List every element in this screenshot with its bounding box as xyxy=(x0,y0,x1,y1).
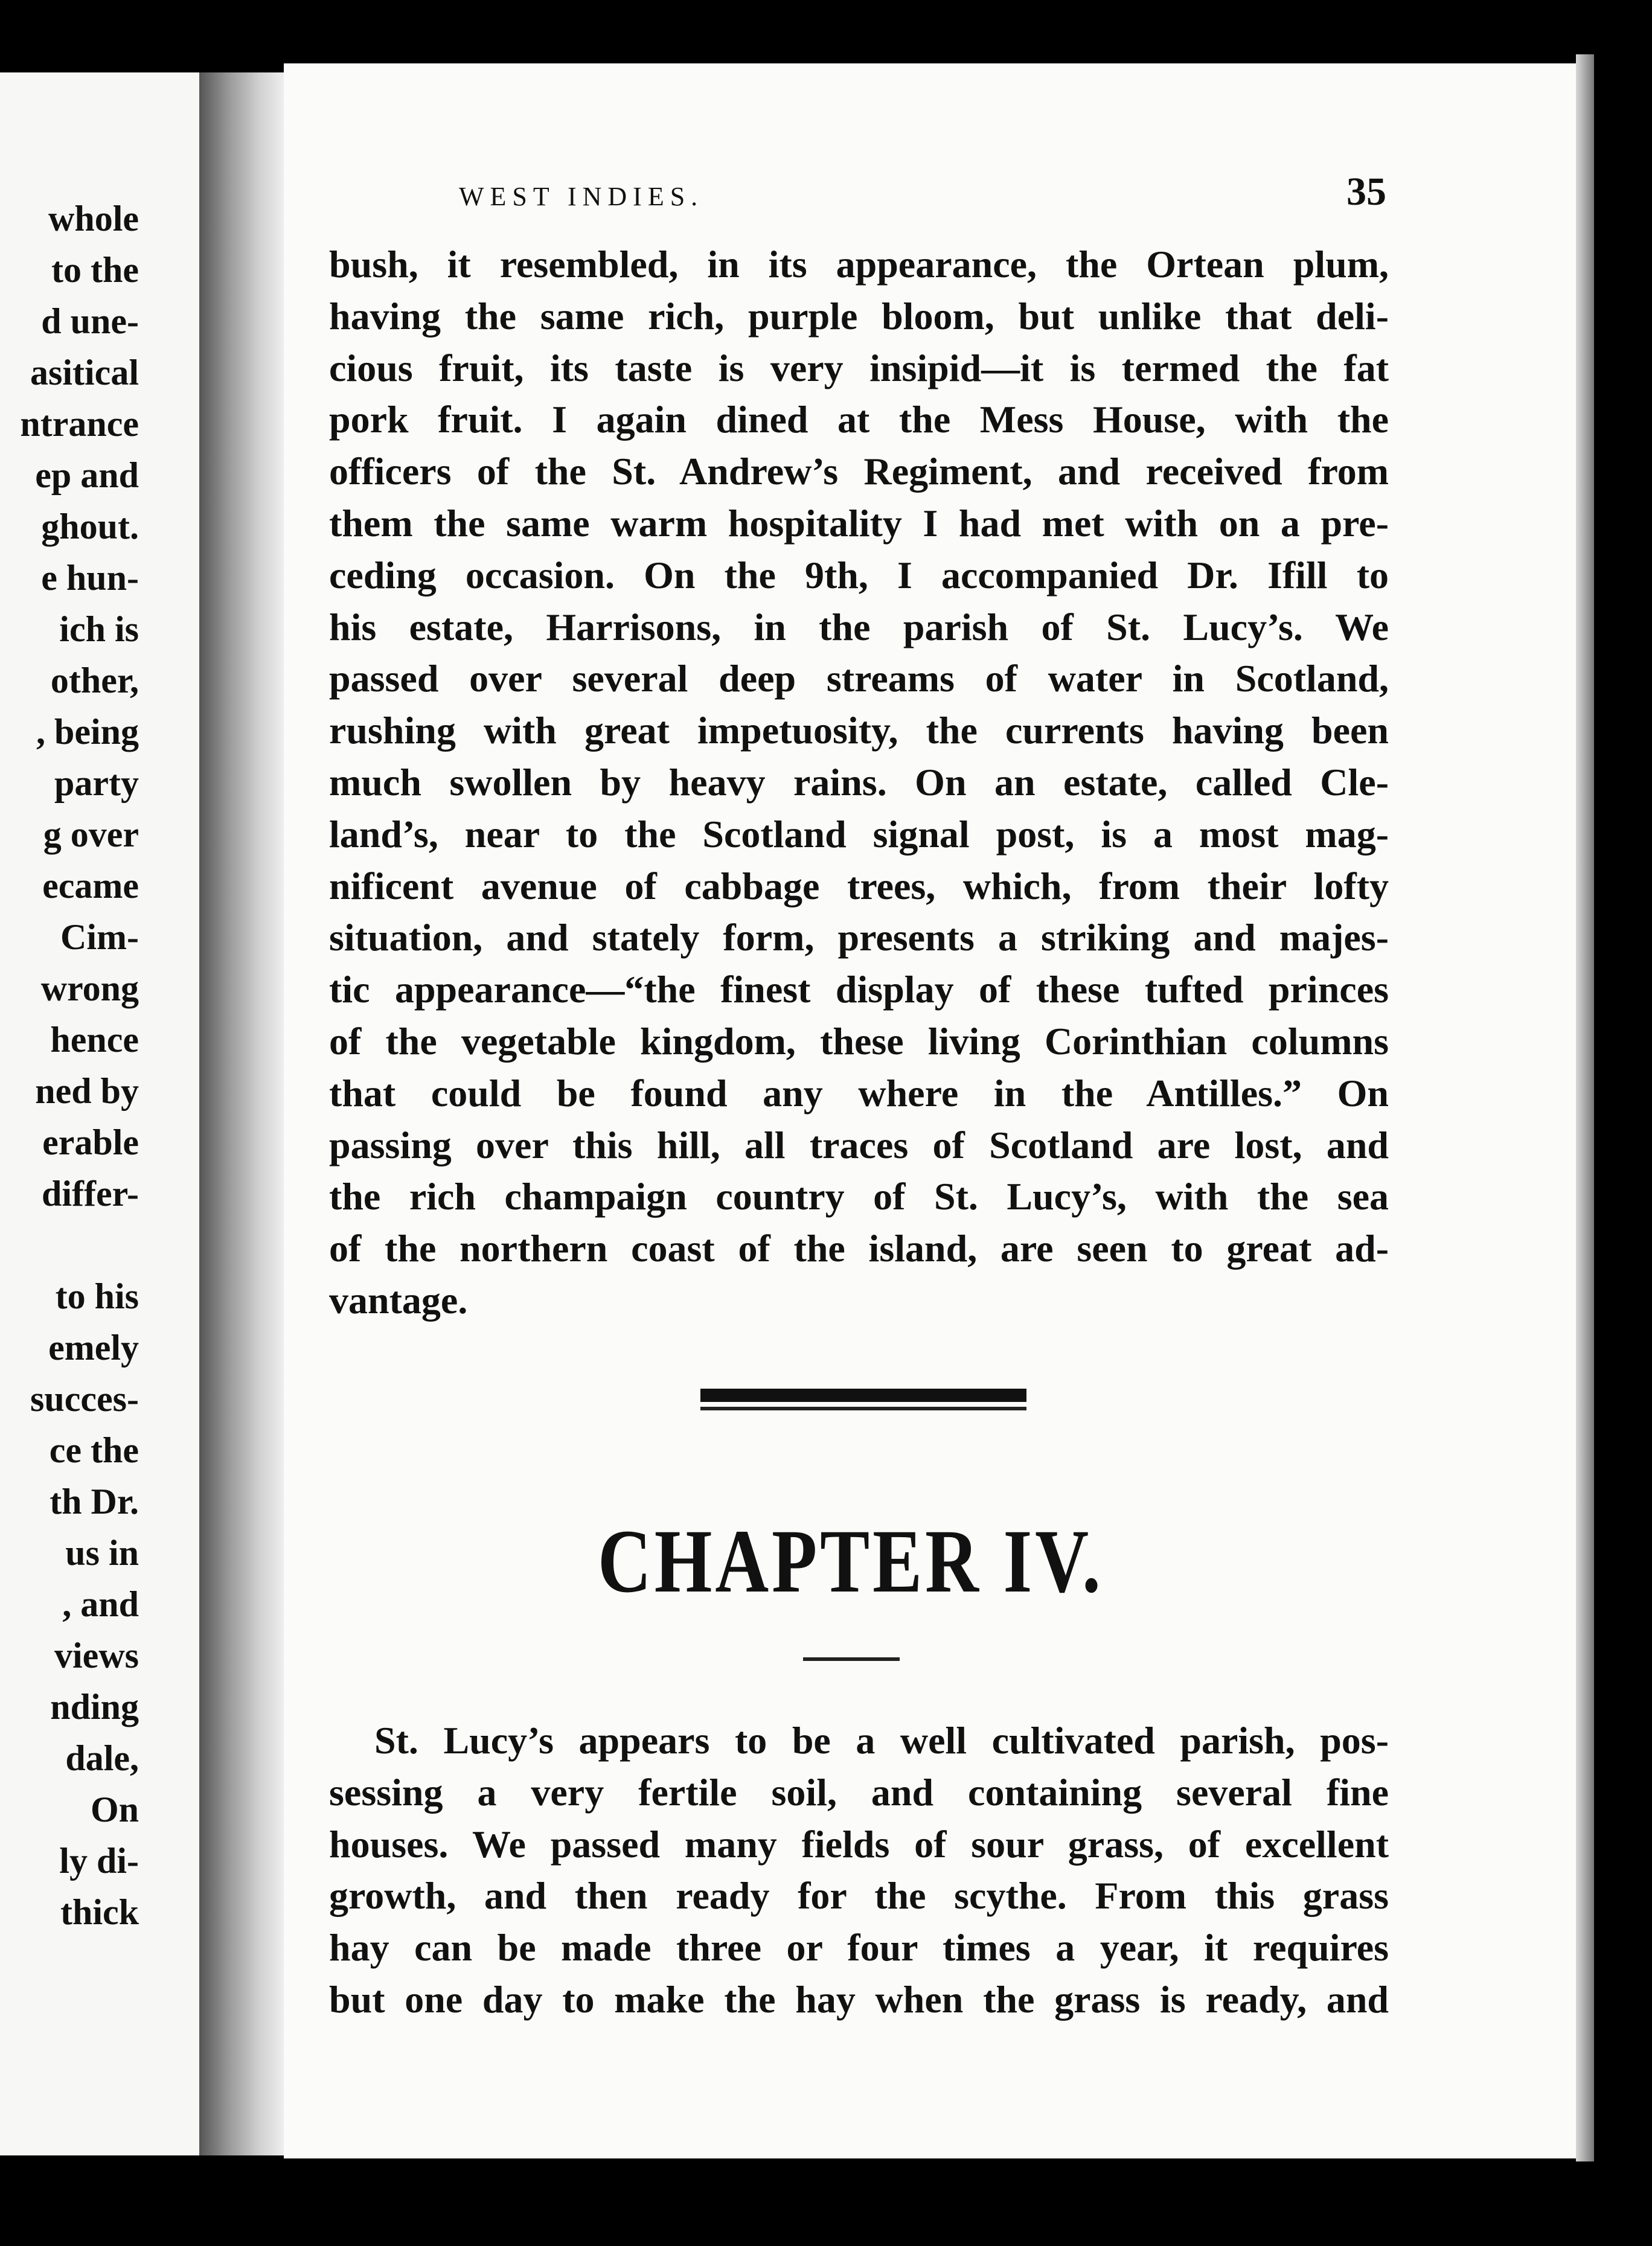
text-line: growth, and then ready for the scythe. From this grass xyxy=(329,1874,1389,1918)
chapter-text xyxy=(329,1715,1389,2026)
text-line: tic appearance—“the finest display of these tufted princes xyxy=(329,968,1389,1011)
text-line: emely xyxy=(48,1328,139,1368)
text-line: passed over several deep streams of water in Scotland, xyxy=(329,657,1389,700)
text-line: ep and xyxy=(35,455,139,495)
text-line: ecame xyxy=(42,866,139,906)
text-line xyxy=(0,1220,139,1271)
text-line: vantage. xyxy=(329,1278,468,1322)
text-line: much swollen by heavy rains. On an estate, called Cle- xyxy=(329,760,1389,804)
page-edge xyxy=(1576,54,1594,2161)
text-line: other, xyxy=(50,661,139,700)
text-line: bush, it resembled, in its appearance, the Ortean plum, xyxy=(329,243,1389,286)
text-line: to the xyxy=(51,250,139,290)
text-line: views xyxy=(54,1636,139,1675)
text-line: hence xyxy=(50,1020,139,1060)
book-gutter xyxy=(199,72,284,2155)
text-line: succes- xyxy=(30,1379,139,1419)
text-line: ned by xyxy=(35,1071,139,1111)
text-line: Cim- xyxy=(60,917,139,957)
text-line: On xyxy=(90,1790,139,1829)
text-line: , being xyxy=(36,712,139,752)
text-line: ce the xyxy=(49,1430,139,1470)
text-line: d une- xyxy=(41,301,139,341)
text-line: of the vegetable kingdom, these living Corinthian columns xyxy=(329,1019,1389,1063)
text-line: wrong xyxy=(40,968,139,1008)
text-line: situation, and stately form, presents a striking and majes- xyxy=(329,916,1389,959)
text-line: th Dr. xyxy=(50,1482,139,1521)
text-line: e hun- xyxy=(41,558,139,598)
text-line: but one day to make the hay when the grass is ready, and xyxy=(329,1977,1389,2021)
chapter-title: CHAPTER IV. xyxy=(598,1511,1104,1611)
text-line: dale, xyxy=(65,1738,139,1778)
text-line: g over xyxy=(43,814,139,854)
text-line: party xyxy=(54,763,139,803)
text-line: houses. We passed many fields of sour grass, of excellent xyxy=(329,1822,1389,1866)
text-line: St. Lucy’s appears to be a well cultivated parish, pos- xyxy=(374,1719,1389,1762)
text-line: nificent avenue of cabbage trees, which, from their lofty xyxy=(329,864,1389,907)
running-head: WEST INDIES. xyxy=(459,182,704,211)
text-line: differ- xyxy=(41,1174,139,1214)
text-line: us in xyxy=(65,1533,139,1573)
text-line: sessing a very fertile soil, and containing several fine xyxy=(329,1770,1389,1814)
text-line: having the same rich, purple bloom, but unlike that deli- xyxy=(329,294,1389,338)
text-line: thick xyxy=(60,1892,139,1932)
text-line: ly di- xyxy=(59,1841,139,1881)
page-number: 35 xyxy=(1346,170,1386,214)
text-line: ich is xyxy=(59,609,139,649)
text-line: pork fruit. I again dined at the Mess House, with the xyxy=(329,398,1389,441)
left-page-text xyxy=(0,193,139,1938)
text-line: asitical xyxy=(30,353,139,392)
text-line: his estate, Harrisons, in the parish of St. Lucy’s. We xyxy=(329,605,1389,648)
text-line: erable xyxy=(42,1122,139,1162)
text-line: nding xyxy=(50,1687,139,1727)
text-line: land’s, near to the Scotland signal post, is a most mag- xyxy=(329,812,1389,856)
body-text xyxy=(329,238,1389,1326)
text-line: the rich champaign country of St. Lucy’s, with the sea xyxy=(329,1175,1389,1218)
chapter-title-underline xyxy=(803,1657,900,1661)
chapter-divider-rule-lower xyxy=(700,1407,1026,1410)
text-line: , and xyxy=(62,1584,139,1624)
text-line: officers of the St. Andrew’s Regiment, and received from xyxy=(329,450,1389,493)
text-line: whole xyxy=(48,199,139,238)
text-line: hay can be made three or four times a year, it requires xyxy=(329,1926,1389,1969)
text-line: rushing with great impetuosity, the currents having been xyxy=(329,709,1389,752)
chapter-divider-rule xyxy=(700,1389,1026,1402)
text-line: of the northern coast of the island, are seen to great ad- xyxy=(329,1227,1389,1270)
text-line: that could be found any where in the Antilles.” On xyxy=(329,1071,1389,1115)
left-facing-page xyxy=(0,72,199,2155)
text-line: ntrance xyxy=(20,404,139,444)
text-line: passing over this hill, all traces of Scotland are lost, and xyxy=(329,1123,1389,1166)
text-line: cious fruit, its taste is very insipid—it is termed the fat xyxy=(329,346,1389,389)
text-line: them the same warm hospitality I had met with on a pre- xyxy=(329,501,1389,545)
text-line: ceding occasion. On the 9th, I accompanied Dr. Ifill to xyxy=(329,553,1389,597)
text-line: to his xyxy=(55,1276,139,1316)
text-line: ghout. xyxy=(41,507,139,546)
